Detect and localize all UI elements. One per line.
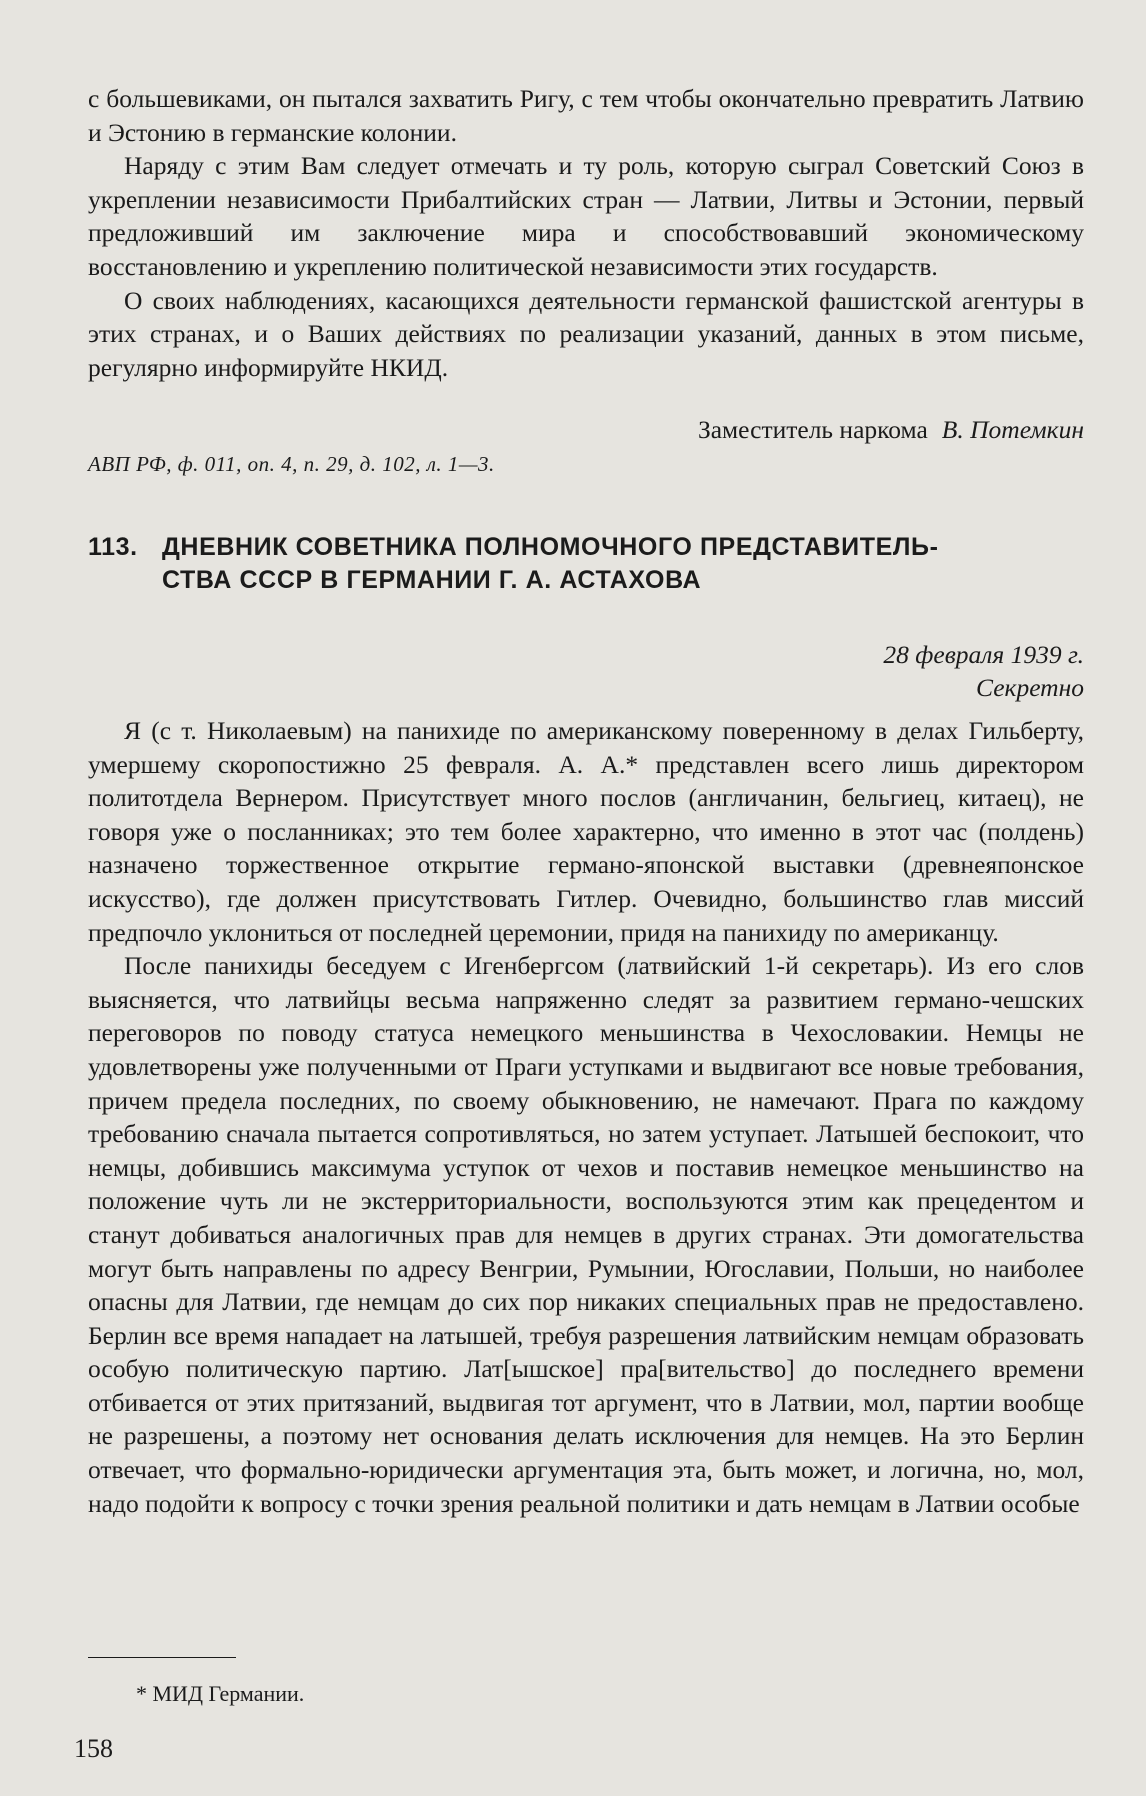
- document-title-line1: ДНЕВНИК СОВЕТНИКА ПОЛНОМОЧНОГО ПРЕДСТАВИТЕЛЬ-: [162, 533, 939, 561]
- archive-reference: АВП РФ, ф. 011, оп. 4, п. 29, д. 102, л. 1—3.: [88, 452, 495, 476]
- page-number: 158: [74, 1734, 113, 1763]
- paragraph: После панихиды беседуем с Игенбергсом (латвийский 1-й секретарь). Из его слов выясняется, что латвийцы весьма напряженно следят за развитием германо-чешских переговоров по поводу статуса немецкого меньшинства в Чехословакии. Немцы не удовлетворены уже полученными от Праги уступками и выдвигают все новые требования, причем предела последних, по своему обыкновению, не намечают. Прага по каждому требованию сначала пытается сопротивляться, но затем уступает. Латышей беспокоит, что немцы, добившись максимума уступок от чехов и поставив немецкое меньшинство на положение чуть ли не экстерриториальности, воспользуются этим как прецедентом и станут добиваться аналогичных прав для немцев в других странах. Эти домогательства могут быть направлены по адресу Венгрии, Румынии, Югославии, Польши, но наиболее опасны для Латвии, где немцам до сих пор никаких специальных прав не предоставлено. Берлин все время нападает на латышей, требуя разрешения латвийским немцам образовать особую политическую партию. Лат[ышское] пра[вительство] до последнего времени отбивается от этих притязаний, выдвигая тот аргумент, что в Латвии, мол, партии вообще не разрешены, а поэтому нет основания делать исключения для немцев. На это Берлин отвечает, что формально-юридически аргументация эта, быть может, и логична, но, мол, надо подойти к вопросу с точки зрения реальной политики и дать немцам в Латвии особые: [88, 951, 1084, 1518]
- diary-text: [88, 714, 1084, 1520]
- footnote-divider: [88, 1657, 236, 1658]
- footnote: * МИД Германии.: [136, 1681, 305, 1706]
- paragraph: с большевиками, он пытался захватить Ригу, с тем чтобы окончательно превратить Латвию и Эстонию в германские колонии.: [88, 84, 1084, 147]
- signatory-title: Заместитель наркома: [697, 415, 928, 444]
- document-heading: [88, 531, 1084, 597]
- classification-mark: Секретно: [976, 673, 1084, 702]
- paragraph: Наряду с этим Вам следует отмечать и ту роль, которую сыграл Советский Союз в укреплении независимости Прибалтийских стран — Латвии, Литвы и Эстонии, первый предложивший им заключение мира и способствовавший экономическому восстановлению и укреплению политической независимости этих государств.: [88, 151, 1084, 281]
- signature-line: [698, 414, 1084, 446]
- signatory-name: В. Потемкин: [941, 415, 1084, 444]
- previous-document-text: [88, 82, 1084, 384]
- document-title-line2: СТВА СССР В ГЕРМАНИИ Г. А. АСТАХОВА: [162, 566, 702, 594]
- dateline: [883, 638, 1084, 704]
- paragraph: О своих наблюдениях, касающихся деятельности германской фашистской агентуры в этих странах, и о Ваших действиях по реализации указаний, данных в этом письме, регулярно информируйте НКИД.: [88, 285, 1084, 382]
- document-number: 113.: [88, 533, 138, 561]
- document-date: 28 февраля 1939 г.: [883, 640, 1084, 669]
- paragraph: Я (с т. Николаевым) на панихиде по американскому поверенному в делах Гильберту, умершему скоропостижно 25 февраля. А. А.* представлен всего лишь директором политотдела Вернером. Присутствует много послов (англичанин, бельгиец, китаец), не говоря уже о посланниках; это тем более характерно, что именно в этот час (полдень) назначено торжественное открытие германо-японской выставки (древнеяпонское искусство), где должен присутствовать Гитлер. Очевидно, большинство глав миссий предпочло уклониться от последней церемонии, придя на панихиду по американцу.: [88, 716, 1084, 947]
